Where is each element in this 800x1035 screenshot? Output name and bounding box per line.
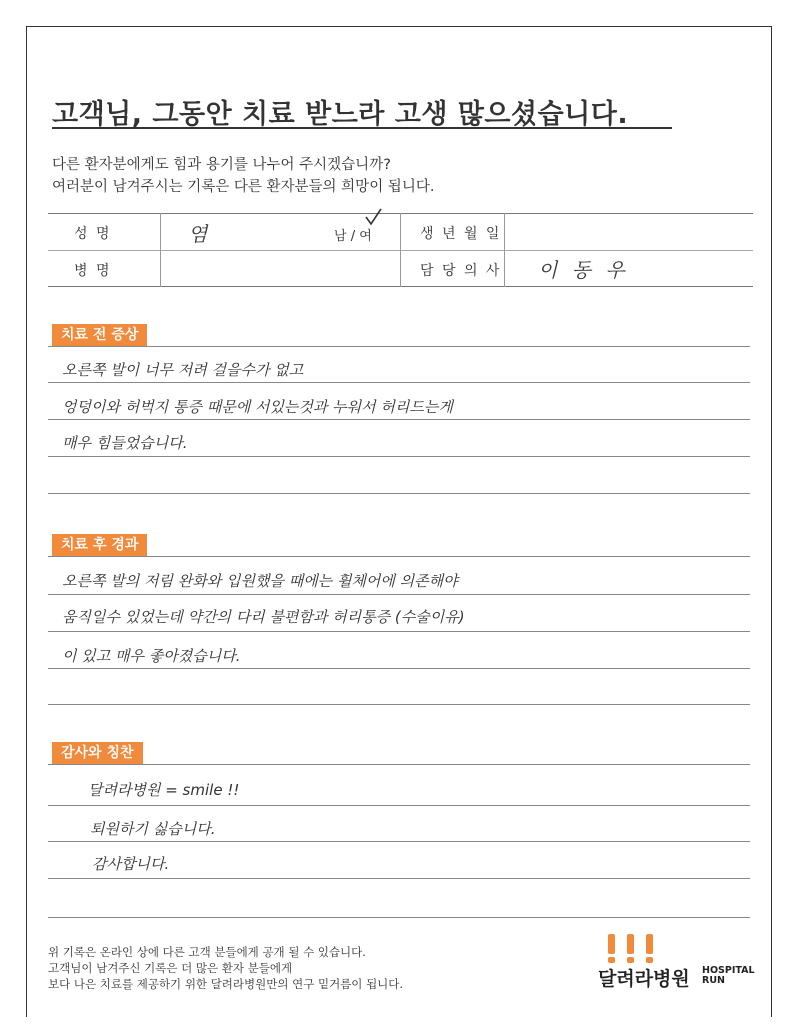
doctor-value: 이 동 우	[538, 258, 629, 282]
writing-line	[48, 805, 750, 806]
patient-info-table	[48, 213, 753, 287]
footer-line-1: 위 기록은 온라인 상에 다른 고객 분들에게 공개 될 수 있습니다.	[48, 945, 366, 959]
exclamation-icon	[608, 934, 615, 954]
writing-line	[48, 878, 750, 879]
exclamation-icon	[627, 934, 634, 954]
writing-line	[48, 841, 750, 842]
hospital-logo	[598, 934, 758, 994]
writing-line	[48, 704, 750, 705]
logo-english	[702, 966, 755, 986]
table-divider	[504, 213, 505, 287]
logo-name: 달려라병원	[598, 968, 690, 990]
writing-line	[48, 594, 750, 595]
name-label: 성 명	[74, 226, 112, 242]
thanks-line-2: 퇴원하기 싫습니다.	[90, 820, 216, 838]
thanks-line-1: 달려라병원 = smile !!	[88, 781, 240, 799]
writing-line	[48, 917, 750, 918]
thanks-line-3: 감사합니다.	[92, 855, 170, 873]
logo-en-line-2: RUN	[702, 975, 725, 986]
writing-line	[48, 631, 750, 632]
logo-en-line-1: HOSPITAL	[702, 965, 755, 976]
writing-line	[48, 493, 750, 494]
writing-line	[48, 419, 750, 420]
title-underline	[52, 127, 672, 129]
footer-line-3: 보다 나은 치료를 제공하기 위한 달려라병원만의 연구 밑거름이 됩니다.	[48, 977, 404, 991]
writing-line	[48, 456, 750, 457]
page-title: 고객님, 그동안 치료 받느라 고생 많으셨습니다.	[52, 99, 629, 130]
footer-line-2: 고객님이 남겨주신 기록은 더 많은 환자 분들에게	[48, 961, 293, 975]
section-rule	[48, 346, 750, 347]
writing-line	[48, 382, 750, 383]
before-line-2: 엉덩이와 허벅지 통증 때문에 서있는것과 누워서 허리드는게	[62, 398, 453, 416]
disease-label: 병 명	[74, 263, 112, 279]
after-line-2: 움직일수 있었는데 약간의 다리 불편함과 허리통증 (수술이유)	[62, 608, 465, 626]
before-line-3: 매우 힘들었습니다.	[62, 434, 188, 452]
check-mark-icon	[364, 207, 384, 229]
doctor-label: 담 당 의 사	[420, 263, 502, 279]
intro-line-1: 다른 환자분에게도 힘과 용기를 나누어 주시겠습니까?	[52, 157, 391, 173]
after-treatment-badge: 치료 후 경과	[52, 534, 147, 556]
after-line-3: 이 있고 매우 좋아졌습니다.	[62, 647, 241, 665]
exclamation-icon	[646, 934, 653, 954]
table-divider	[400, 213, 401, 287]
before-treatment-badge: 치료 전 증상	[52, 324, 147, 346]
intro-line-2: 여러분이 남겨주시는 기록은 다른 환자분들의 희망이 됩니다.	[52, 179, 435, 195]
thanks-badge: 감사와 칭찬	[52, 742, 143, 764]
birth-label: 생 년 월 일	[420, 226, 502, 242]
section-rule	[48, 556, 750, 557]
before-line-1: 오른쪽 발이 너무 저려 걸을수가 없고	[62, 361, 304, 379]
gender-label: 남 / 여	[334, 229, 372, 244]
after-line-1: 오른쪽 발의 저림 완화와 입원했을 때에는 휠체어에 의존해야	[62, 572, 458, 590]
table-divider	[160, 213, 161, 287]
writing-line	[48, 668, 750, 669]
section-rule	[48, 764, 750, 765]
name-value: 염	[188, 222, 208, 246]
